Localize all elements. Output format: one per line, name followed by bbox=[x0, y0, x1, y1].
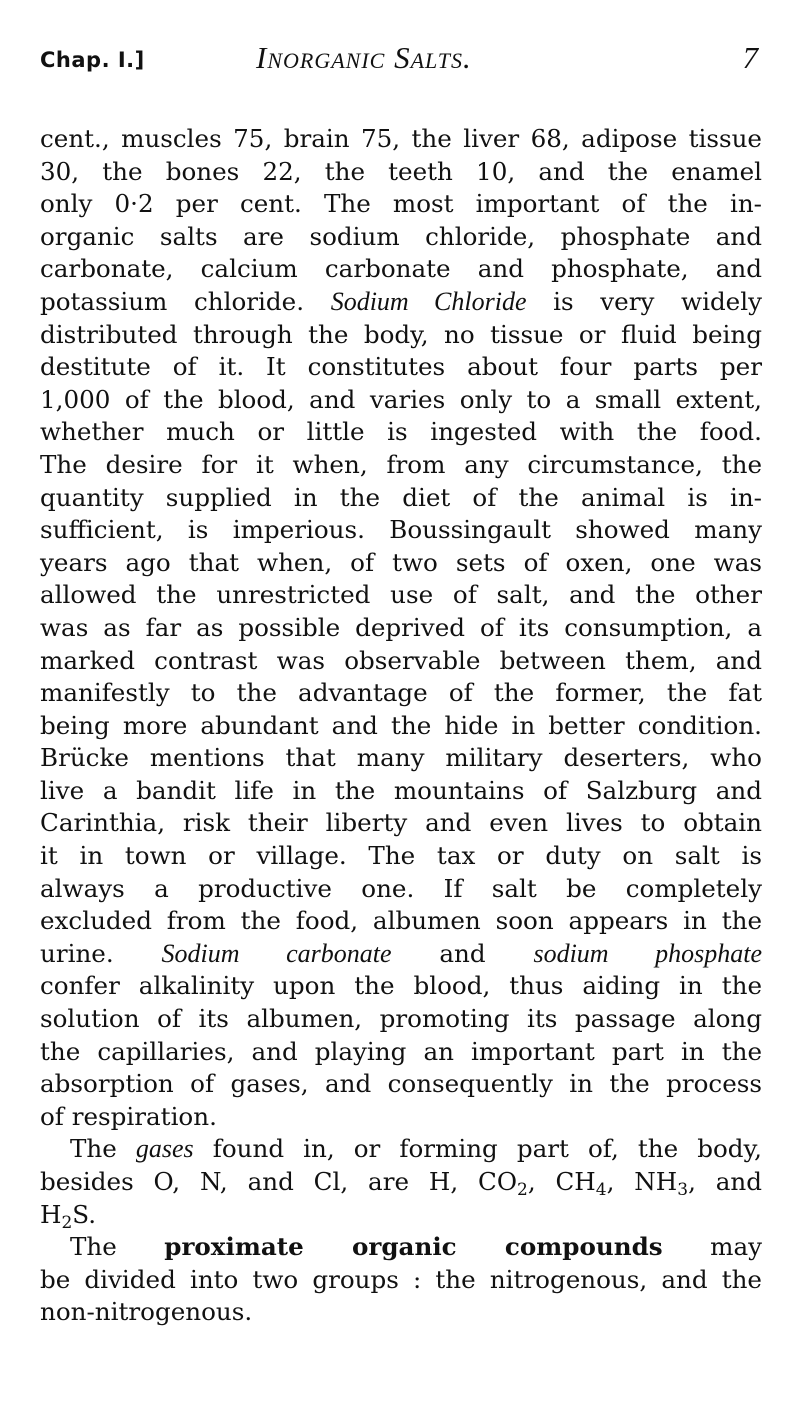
text-line: destitute of it. It constitutes about four parts per bbox=[40, 352, 762, 382]
text-line: marked contrast was observable between them, and bbox=[40, 645, 762, 675]
text-line: urine. Sodium carbonate and sodium phosphate bbox=[40, 938, 763, 968]
text-line: always a productive one. If salt be completely bbox=[40, 873, 762, 903]
text-line: besides O, N, and Cl, are H, $CO_2$, $CH_4$, $NH_3$, and bbox=[40, 1167, 762, 1200]
text-line: excluded from the food, albumen soon appears in the bbox=[40, 906, 762, 936]
text-line: The proximate organic compounds may bbox=[70, 1232, 762, 1262]
text-line: $H_2S$. bbox=[40, 1199, 97, 1233]
text-line: carbonate, calcium carbonate and phosphate, and bbox=[40, 254, 762, 284]
text-line: solution of its albumen, promoting its passage along bbox=[40, 1004, 762, 1034]
text-line: organic salts are sodium chloride, phosphate and bbox=[40, 221, 762, 251]
text-line: it in town or village. The tax or duty on salt is bbox=[40, 841, 762, 871]
text-line: live a bandit life in the mountains of Salzburg and bbox=[40, 775, 762, 805]
chapter-label: Chap. I.] bbox=[40, 48, 145, 72]
term-proximate-organic-compounds: proximate organic compounds bbox=[164, 1232, 663, 1262]
body-text bbox=[40, 123, 762, 1329]
text-line: The desire for it when, from any circumstance, the bbox=[40, 449, 762, 479]
text-line: the capillaries, and playing an important part in the bbox=[40, 1036, 762, 1066]
term-gases: gases bbox=[135, 1134, 194, 1164]
text-line: The gases found in, or forming part of, the body, bbox=[70, 1134, 762, 1164]
running-header bbox=[40, 40, 760, 76]
text-line: Brücke mentions that many military deserters, who bbox=[40, 743, 762, 773]
text-line: was as far as possible deprived of its consumption, a bbox=[40, 612, 762, 642]
text-line: be divided into two groups : the nitrogenous, and the bbox=[40, 1264, 762, 1294]
text-line: 1,000 of the blood, and varies only to a small extent, bbox=[40, 384, 762, 414]
text-line: potassium chloride. Sodium Chloride is very widely bbox=[40, 286, 762, 316]
text-line: non-nitrogenous. bbox=[40, 1297, 253, 1327]
text-line: confer alkalinity upon the blood, thus aiding in the bbox=[40, 971, 762, 1001]
page-number: 7 bbox=[742, 40, 758, 75]
text-line: of respiration. bbox=[40, 1101, 217, 1131]
text-line: cent., muscles 75, brain 75, the liver 68, adipose tissue bbox=[40, 124, 762, 153]
text-line: Carinthia, risk their liberty and even lives to obtain bbox=[40, 808, 762, 838]
text-line: only 0·2 per cent. The most important of the in- bbox=[40, 189, 762, 219]
term-sodium-phosphate: sodium phosphate bbox=[533, 938, 763, 968]
running-title: Inorganic Salts. bbox=[256, 40, 472, 75]
text-line: allowed the unrestricted use of salt, and the other bbox=[40, 580, 762, 610]
term-sodium-carbonate: Sodium carbonate bbox=[161, 938, 392, 968]
text-line: being more abundant and the hide in better condition. bbox=[40, 710, 762, 740]
text-line: absorption of gases, and consequently in the process bbox=[40, 1069, 762, 1099]
text-line: years ago that when, of two sets of oxen, one was bbox=[40, 547, 762, 577]
term-sodium-chloride: Sodium Chloride bbox=[330, 286, 527, 316]
text-line: sufficient, is imperious. Boussingault showed many bbox=[40, 515, 762, 545]
text-line: whether much or little is ingested with the food. bbox=[40, 417, 762, 447]
text-line: distributed through the body, no tissue or fluid being bbox=[40, 319, 762, 349]
text-line: quantity supplied in the diet of the animal is in- bbox=[40, 482, 762, 512]
text-line: 30, the bones 22, the teeth 10, and the enamel bbox=[40, 156, 762, 186]
text-line: manifestly to the advantage of the former, the fat bbox=[40, 678, 762, 708]
